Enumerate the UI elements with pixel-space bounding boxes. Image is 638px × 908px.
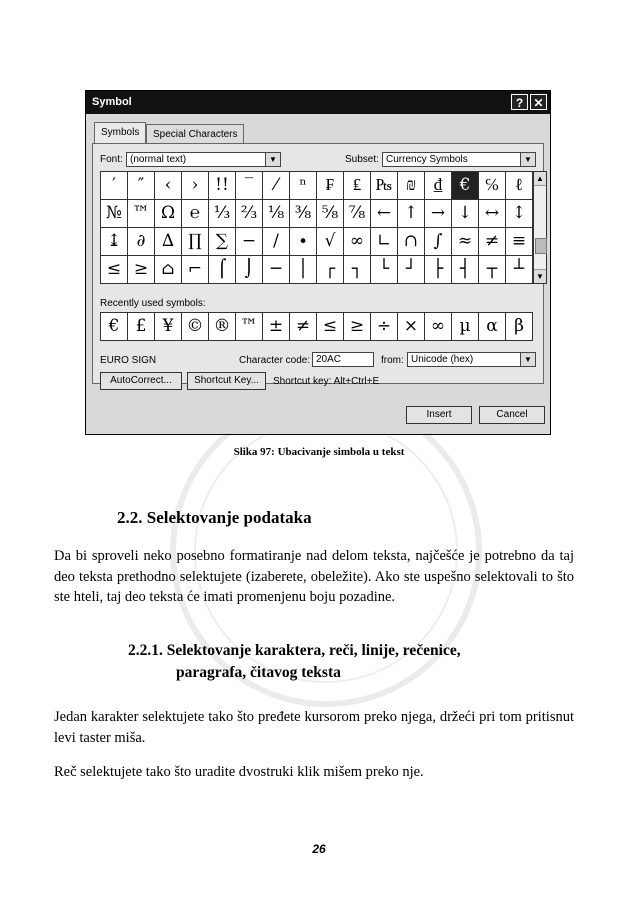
scroll-up-icon[interactable]: ▲ (534, 172, 546, 186)
chevron-down-icon: ▼ (520, 353, 535, 366)
recent-symbol-cell[interactable]: α (479, 313, 506, 341)
symbol-cell[interactable]: !! (209, 172, 236, 200)
paragraph-2: Jedan karakter selektujete tako što pređete kursorom preko njega, držeći pri tom pritisnut levi taster miša. (54, 709, 574, 746)
recent-symbol-cell[interactable]: ÷ (371, 313, 398, 341)
subsection-heading-line-2: paragrafa, čitavog teksta (176, 664, 341, 681)
symbol-cell[interactable]: − (236, 228, 263, 256)
symbol-cell[interactable]: ≡ (506, 228, 533, 256)
recent-symbol-cell[interactable]: ≥ (344, 313, 371, 341)
symbol-cell[interactable]: ⌐ (182, 256, 209, 284)
symbol-cell[interactable]: ∕ (263, 228, 290, 256)
subset-label: Subset: (345, 154, 379, 165)
symbol-cell[interactable]: ↑ (398, 200, 425, 228)
insert-button[interactable]: Insert (406, 406, 472, 424)
recent-symbol-cell[interactable]: ™ (236, 313, 263, 341)
symbol-cell[interactable]: ┬ (479, 256, 506, 284)
symbol-cell[interactable]: ─ (263, 256, 290, 284)
symbol-cell[interactable]: № (101, 200, 128, 228)
title-bar (86, 91, 550, 114)
symbol-cell[interactable]: ≤ (101, 256, 128, 284)
scroll-thumb[interactable] (535, 238, 547, 254)
char-code-value: 20AC (316, 354, 342, 365)
help-icon: ? (515, 96, 524, 110)
symbol-cell[interactable]: ┌ (317, 256, 344, 284)
symbol-cell[interactable]: ‾ (236, 172, 263, 200)
recent-symbol-cell[interactable]: ∞ (425, 313, 452, 341)
font-value: (normal text) (130, 154, 187, 165)
symbol-cell[interactable]: ⁄ (263, 172, 290, 200)
symbol-cell[interactable]: ″ (128, 172, 155, 200)
symbol-cell[interactable]: ⅛ (263, 200, 290, 228)
recent-symbol-cell[interactable]: € (101, 313, 128, 341)
symbol-cell[interactable]: ℮ (182, 200, 209, 228)
symbol-cell[interactable]: ₫ (425, 172, 452, 200)
symbol-cell[interactable]: ⌠ (209, 256, 236, 284)
from-value: Unicode (hex) (411, 354, 474, 365)
symbol-cell[interactable]: ∙ (290, 228, 317, 256)
from-label: from: (381, 355, 404, 366)
cancel-button[interactable]: Cancel (479, 406, 545, 424)
recent-label: Recently used symbols: (100, 298, 206, 309)
symbol-cell[interactable]: ┤ (452, 256, 479, 284)
symbol-cell[interactable]: ↓ (452, 200, 479, 228)
section-heading: 2.2. Selektovanje podataka (117, 508, 312, 527)
symbol-cell[interactable]: › (182, 172, 209, 200)
char-name: EURO SIGN (100, 355, 157, 366)
symbol-cell[interactable]: √ (317, 228, 344, 256)
recent-symbol-cell[interactable]: £ (128, 313, 155, 341)
symbol-cell[interactable]: ∂ (128, 228, 155, 256)
symbol-cell[interactable]: ‹ (155, 172, 182, 200)
symbol-cell[interactable]: ⅓ (209, 200, 236, 228)
subset-select[interactable] (382, 152, 536, 167)
recent-symbol-cell[interactable]: β (506, 313, 533, 341)
symbol-cell[interactable]: ₧ (371, 172, 398, 200)
help-button[interactable] (511, 94, 528, 110)
symbol-cell[interactable]: ∑ (209, 228, 236, 256)
chevron-down-icon: ▼ (265, 153, 280, 166)
recent-symbols-grid (100, 312, 533, 341)
symbol-cell[interactable]: ≈ (452, 228, 479, 256)
symbol-cell[interactable]: └ (371, 256, 398, 284)
from-select[interactable] (407, 352, 536, 367)
symbol-cell[interactable]: ┐ (344, 256, 371, 284)
chevron-down-icon: ▼ (520, 153, 535, 166)
dialog-title: Symbol (92, 96, 132, 108)
symbol-cell[interactable]: → (425, 200, 452, 228)
symbol-cell[interactable]: ∆ (155, 228, 182, 256)
recent-symbol-cell[interactable]: × (398, 313, 425, 341)
paragraph-1: Da bi sproveli neko posebno formatiranje nad delom teksta, najčešće je potrebno da taj deo teksta prethodno selektujete (izaberete, obeležite). Ako ste uspešno selektovali to što ste hteli, taj deo teksta će imati promenjenu boju pozadine. (54, 548, 574, 605)
symbol-cell[interactable]: ↔ (479, 200, 506, 228)
symbol-cell[interactable]: ← (371, 200, 398, 228)
symbol-cell[interactable]: ₣ (317, 172, 344, 200)
symbol-cell[interactable]: ⁿ (290, 172, 317, 200)
symbol-cell[interactable]: ⅞ (344, 200, 371, 228)
symbol-dialog (85, 90, 551, 435)
paragraph-3: Reč selektujete tako što uradite dvostruki klik mišem preko nje. (54, 764, 424, 780)
symbol-cell[interactable]: ₤ (344, 172, 371, 200)
char-code-input[interactable] (312, 352, 374, 367)
recent-symbol-cell[interactable]: © (182, 313, 209, 341)
symbol-cell[interactable]: ∫ (425, 228, 452, 256)
symbol-cell[interactable]: ⅜ (290, 200, 317, 228)
subset-value: Currency Symbols (386, 154, 468, 165)
symbol-cell[interactable]: ∏ (182, 228, 209, 256)
recent-symbol-cell[interactable]: ¥ (155, 313, 182, 341)
symbol-cell[interactable]: ⌡ (236, 256, 263, 284)
symbol-cell[interactable]: ⅝ (317, 200, 344, 228)
close-icon: ✕ (533, 96, 544, 110)
tab-special-characters[interactable]: Special Characters (146, 124, 244, 144)
symbol-cell[interactable]: ℅ (479, 172, 506, 200)
autocorrect-button[interactable]: AutoCorrect... (100, 372, 182, 390)
scroll-down-icon[interactable]: ▼ (534, 269, 546, 283)
shortcut-text: Shortcut key: Alt+Ctrl+E (273, 376, 380, 387)
recent-symbol-cell[interactable]: ≠ (290, 313, 317, 341)
shortcut-key-button[interactable]: Shortcut Key... (187, 372, 266, 390)
symbol-cell[interactable]: │ (290, 256, 317, 284)
symbol-cell[interactable]: ∞ (344, 228, 371, 256)
symbol-cell[interactable]: Ω (155, 200, 182, 228)
close-button[interactable] (530, 94, 547, 110)
symbol-cell[interactable]: ≥ (128, 256, 155, 284)
symbol-cell[interactable]: ⅔ (236, 200, 263, 228)
symbol-cell[interactable]: ↕ (506, 200, 533, 228)
symbol-cell[interactable]: ™ (128, 200, 155, 228)
symbol-scrollbar[interactable] (533, 171, 547, 284)
tab-symbols[interactable]: Symbols (94, 122, 146, 144)
symbol-cell[interactable]: ┴ (506, 256, 533, 284)
figure-caption: Slika 97: Ubacivanje simbola u tekst (233, 446, 405, 458)
symbol-grid (100, 171, 533, 284)
recent-symbol-cell[interactable]: µ (452, 313, 479, 341)
symbol-cell[interactable]: € (452, 172, 479, 200)
font-label: Font: (100, 154, 123, 165)
recent-symbol-cell[interactable]: ± (263, 313, 290, 341)
font-select[interactable] (126, 152, 281, 167)
recent-symbol-cell[interactable]: ≤ (317, 313, 344, 341)
recent-symbol-cell[interactable]: ® (209, 313, 236, 341)
symbol-cell[interactable]: ′ (101, 172, 128, 200)
subsection-heading-line-1: 2.2.1. Selektovanje karaktera, reči, linije, rečenice, (128, 642, 461, 659)
symbol-cell[interactable]: ↨ (101, 228, 128, 256)
symbol-cell[interactable]: ├ (425, 256, 452, 284)
symbol-cell[interactable]: ⌂ (155, 256, 182, 284)
symbol-cell[interactable]: ≠ (479, 228, 506, 256)
symbol-cell[interactable]: ┘ (398, 256, 425, 284)
char-code-label: Character code: (239, 355, 311, 366)
symbol-cell[interactable]: ∩ (398, 228, 425, 256)
symbol-cell[interactable]: ₪ (398, 172, 425, 200)
symbol-cell[interactable]: ℓ (506, 172, 533, 200)
symbol-cell[interactable]: ∟ (371, 228, 398, 256)
page-number: 26 (312, 842, 326, 856)
